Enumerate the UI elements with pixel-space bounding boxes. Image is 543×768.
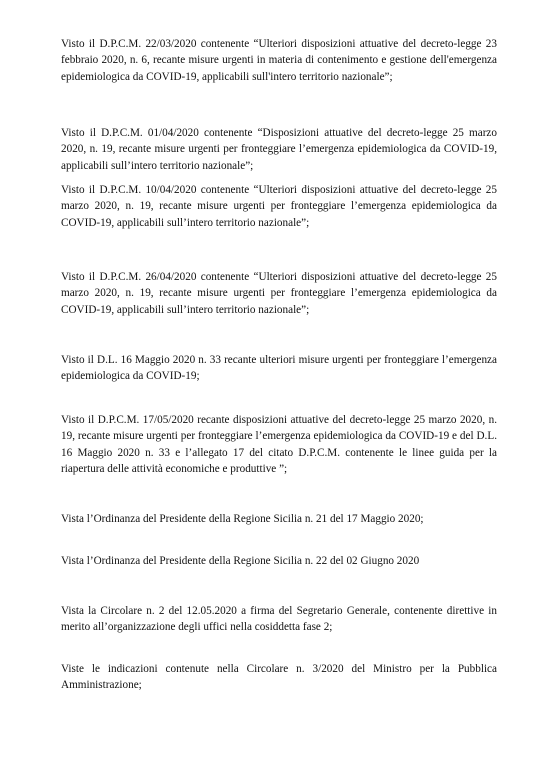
paragraph-dpcm-01-04-2020: Visto il D.P.C.M. 01/04/2020 contenente “Disposizioni attuative del decreto-legge 25 marzo 2020, n. 19, recante misure urgenti per fronteggiare l’emergenza epidemiologica da COVID-19, applicabili sull’intero territorio nazionale”; (61, 127, 497, 172)
paragraph-dpcm-10-04-2020: Visto il D.P.C.M. 10/04/2020 contenente “Ulteriori disposizioni attuative del decreto-legge 25 marzo 2020, n. 19, recante misure urgenti per fronteggiare l’emergenza epidemiologica da COVID-19, applicabili sull’intero territorio nazionale”; (61, 184, 497, 229)
paragraph-circolare-2: Vista la Circolare n. 2 del 12.05.2020 a firma del Segretario Generale, contenente direttive in merito all’organizzazione degli uffici nella cosiddetta fase 2; (61, 605, 497, 634)
paragraph-circolare-3-2020: Viste le indicazioni contenute nella Circolare n. 3/2020 del Ministro per la Pubblica Amministrazione; (61, 663, 497, 692)
paragraph-ordinanza-22: Vista l’Ordinanza del Presidente della Regione Sicilia n. 22 del 02 Giugno 2020 (61, 555, 420, 567)
paragraph-dpcm-17-05-2020: Visto il D.P.C.M. 17/05/2020 recante disposizioni attuative del decreto-legge 25 marzo 2020, n. 19, recante misure urgenti per fronteggiare l’emergenza epidemiologica da COVID-19 e del D.L. 16 Maggio 2020 n. 33 e l’allegato 17 del citato D.P.C.M. contenente le linee guida per la riapertura delle attività economiche e produttive ”; (61, 414, 497, 476)
paragraph-ordinanza-21: Vista l’Ordinanza del Presidente della Regione Sicilia n. 21 del 17 Maggio 2020; (61, 513, 424, 525)
paragraph-dl-16-05-2020: Visto il D.L. 16 Maggio 2020 n. 33 recante ulteriori misure urgenti per fronteggiare l’emergenza epidemiologica da COVID-19; (61, 354, 497, 383)
paragraph-dpcm-26-04-2020: Visto il D.P.C.M. 26/04/2020 contenente “Ulteriori disposizioni attuative del decreto-legge 25 marzo 2020, n. 19, recante misure urgenti per fronteggiare l’emergenza epidemiologica da COVID-19, applicabili sull’intero territorio nazionale”; (61, 271, 497, 316)
paragraph-dpcm-22-03-2020: Visto il D.P.C.M. 22/03/2020 contenente “Ulteriori disposizioni attuative del decreto-legge 23 febbraio 2020, n. 6, recante misure urgenti in materia di contenimento e gestione dell'emergenza epidemiologica da COVID-19, applicabili sull'intero territorio nazionale”; (61, 38, 497, 83)
